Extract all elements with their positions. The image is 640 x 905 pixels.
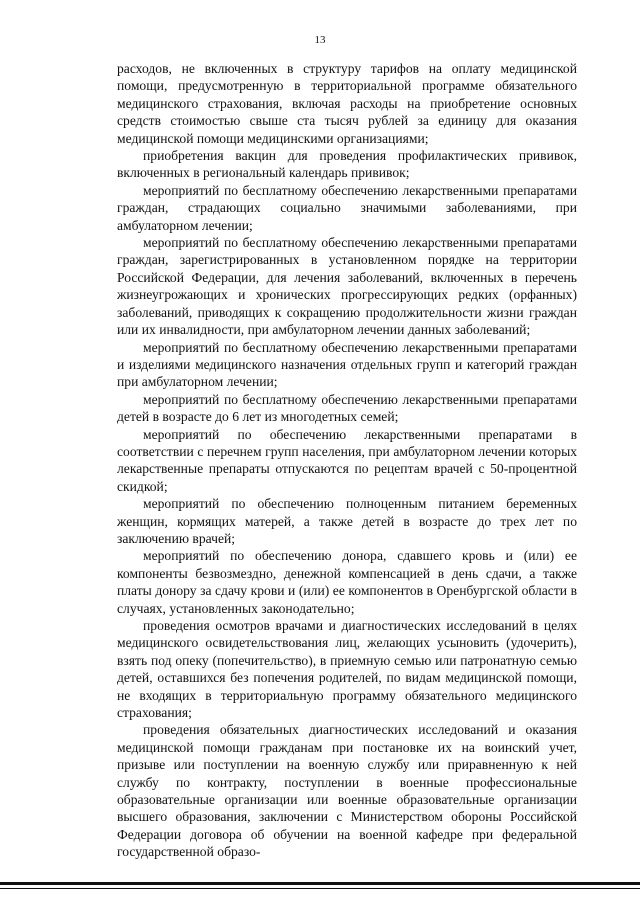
page-bottom-rule — [0, 882, 640, 885]
paragraph: мероприятий по обеспечению донора, сдавшего кровь и (или) ее компоненты безвозмездно, денежной компенсацией в день сдачи, а также платы донору за сдачу крови и (или) ее компонентов в Оренбургской области в случаях, установленных законодательно; — [117, 548, 577, 616]
paragraph: проведения осмотров врачами и диагностических исследований в целях медицинского освидетельствования лиц, желающих усыновить (удочерить), взять под опеку (попечительство), в приемную семью или патронатную семью детей, оставшихся без попечения родителей, по видам медицинской помощи, не входящих в территориальную программу обязательного медицинского страхования; — [117, 618, 577, 721]
paragraph: приобретения вакцин для проведения профилактических прививок, включенных в региональный календарь прививок; — [117, 148, 577, 181]
paragraph: мероприятий по обеспечению полноценным питанием беременных женщин, кормящих матерей, а также детей в возрасте до трех лет по заключению врачей; — [117, 496, 577, 546]
paragraph: мероприятий по бесплатному обеспечению лекарственными препаратами граждан, страдающих социально значимыми заболеваниями, при амбулаторном лечении; — [117, 182, 577, 233]
page-number: 13 — [314, 34, 326, 46]
paragraph: мероприятий по бесплатному обеспечению лекарственными препаратами граждан, зарегистрированных в установленном порядке на территории Российской Федерации, для лечения заболеваний, включенных в перечень жизнеугрожающих и хронических прогрессирующих редких (орфанных) заболеваний, приводящих к сокращению продолжительности жизни граждан или их инвалидности, при амбулаторном лечении данных заболеваний; — [117, 235, 577, 338]
paragraph: расходов, не включенных в структуру тарифов на оплату медицинской помощи, предусмотренную в территориальной программе обязательного медицинского страхования, включая расходы на приобретение основных средств стоимостью свыше ста тысяч рублей за единицу для оказания медицинской помощи медицинскими организациями; — [117, 61, 577, 146]
page-bottom-rule-thin — [0, 888, 640, 889]
paragraph: проведения обязательных диагностических исследований и оказания медицинской помощи гражданам при постановке их на воинский учет, призыве или поступлении на военную службу или приравненную к ней службу по контракту, поступлении в военные профессиональные образовательные организации или военные образовательные организации высшего образования, заключении с Министерством обороны Российской Федерации договора об обучении на военной кафедре при федеральной государственной образо- — [117, 722, 577, 860]
document-body — [117, 60, 577, 861]
paragraph: мероприятий по бесплатному обеспечению лекарственными препаратами и изделиями медицинского назначения отдельных групп и категорий граждан при амбулаторном лечении; — [117, 339, 577, 390]
paragraph: мероприятий по обеспечению лекарственными препаратами в соответствии с перечнем групп населения, при амбулаторном лечении которых лекарственные препараты отпускаются по рецептам врачей с 50-процентной скидкой; — [117, 426, 577, 494]
paragraph: мероприятий по бесплатному обеспечению лекарственными препаратами детей в возрасте до 6 лет из многодетных семей; — [117, 391, 577, 425]
